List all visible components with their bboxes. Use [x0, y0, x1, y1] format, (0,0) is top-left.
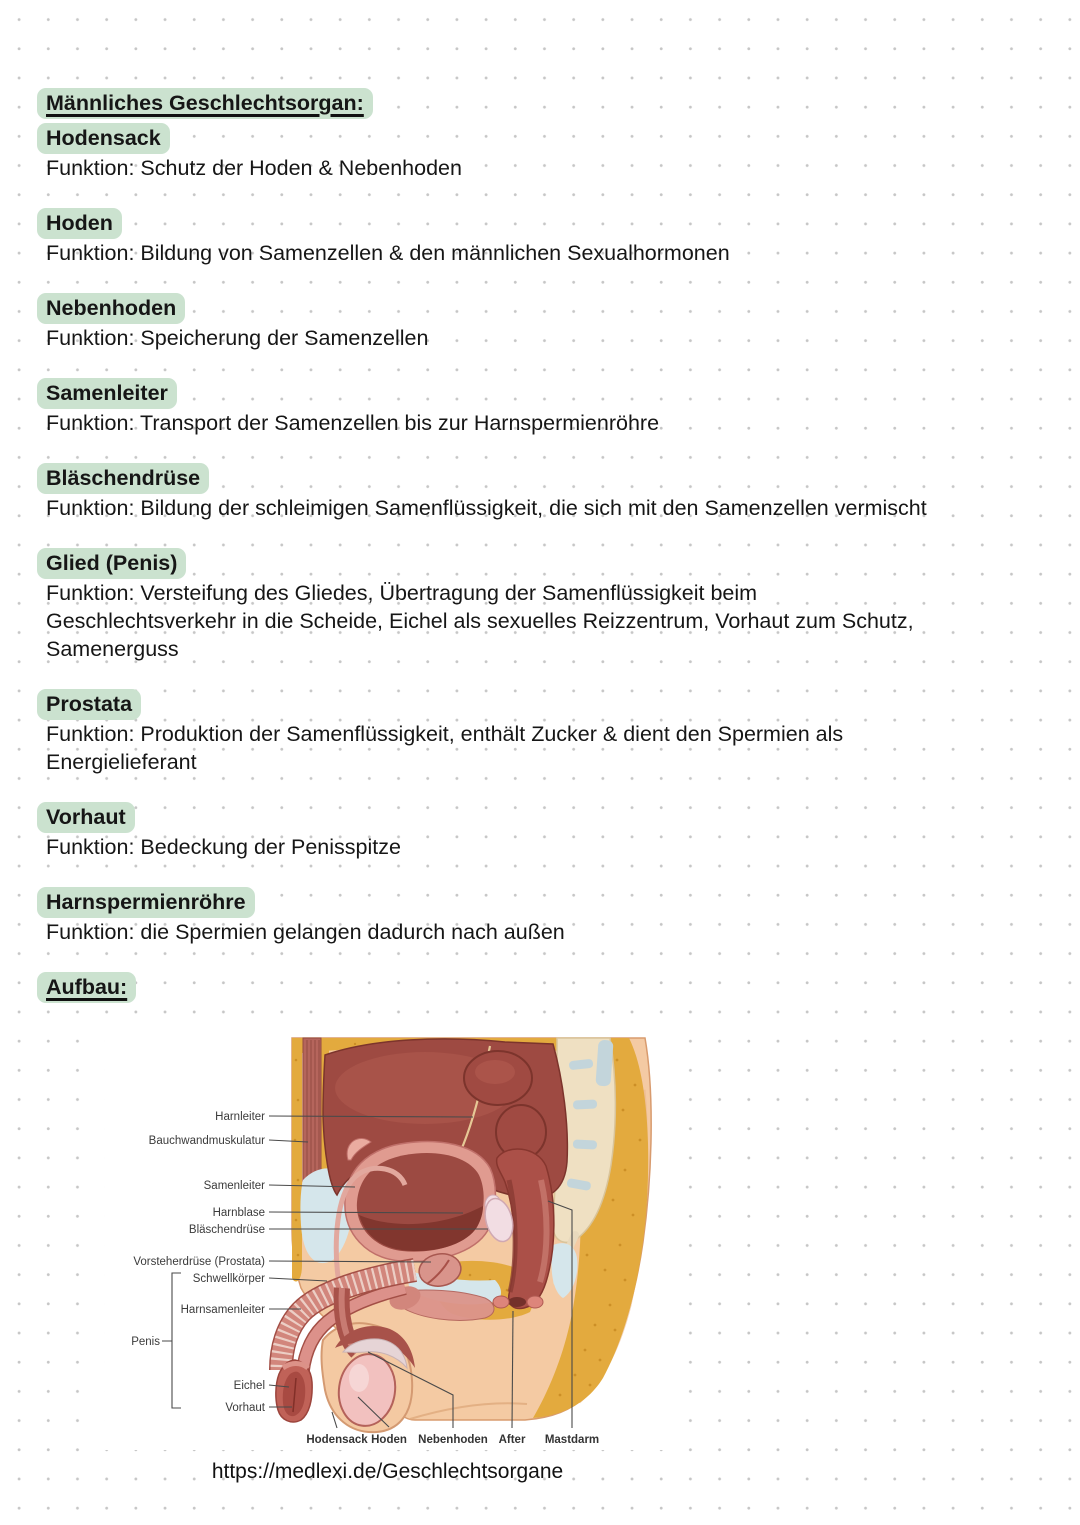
section-heading: Glied (Penis) — [37, 548, 186, 579]
glans-shape — [276, 1360, 312, 1422]
label-harnleiter: Harnleiter — [215, 1111, 265, 1123]
aufbau-heading-row — [46, 972, 930, 1003]
section-glied-penis — [46, 548, 930, 663]
notes-text-column — [46, 88, 930, 1003]
label-blaeschendruese: Bläschendrüse — [188, 1224, 265, 1236]
label-vorhaut: Vorhaut — [225, 1402, 265, 1414]
label-nebenhoden: Nebenhoden — [418, 1434, 488, 1446]
page-title-row — [46, 88, 930, 119]
section-samenleiter — [46, 378, 930, 437]
label-eichel: Eichel — [233, 1380, 265, 1392]
label-samenleiter: Samenleiter — [203, 1180, 265, 1192]
label-schwellkoerper: Schwellkörper — [192, 1273, 265, 1285]
label-hodensack: Hodensack — [306, 1434, 368, 1446]
section-body: Funktion: Speicherung der Samenzellen — [46, 326, 429, 350]
aufbau-heading: Aufbau: — [37, 972, 136, 1003]
section-body: Funktion: die Spermien gelangen dadurch nach außen — [46, 920, 565, 944]
anatomy-diagram — [105, 1030, 670, 1450]
label-harnsamenleiter: Harnsamenleiter — [180, 1304, 265, 1316]
section-body: Funktion: Bedeckung der Penisspitze — [46, 835, 401, 859]
label-mastdarm: Mastdarm — [544, 1434, 600, 1446]
label-penis: Penis — [131, 1336, 160, 1348]
section-heading: Hoden — [37, 208, 122, 239]
section-hoden — [46, 208, 930, 267]
section-body: Funktion: Transport der Samenzellen bis zur Harnspermienröhre — [46, 411, 660, 435]
section-heading: Bläschendrüse — [37, 463, 209, 494]
section-body: Funktion: Produktion der Samenflüssigkeit, enthält Zucker & dient den Spermien als Energielieferant — [46, 722, 844, 774]
section-heading: Prostata — [37, 689, 141, 720]
label-after: After — [498, 1434, 526, 1446]
label-vorsteherdruese: Vorsteherdrüse (Prostata) — [133, 1256, 265, 1268]
section-body: Funktion: Schutz der Hoden & Nebenhoden — [46, 156, 462, 180]
sphincter-right — [527, 1296, 543, 1308]
section-body: Funktion: Bildung von Samenzellen & den männlichen Sexualhormonen — [46, 241, 730, 265]
source-url: https://medlexi.de/Geschlechtsorgane — [211, 1460, 564, 1483]
section-heading: Harnspermienröhre — [37, 887, 255, 918]
section-body: Funktion: Versteifung des Gliedes, Übertragung der Samenflüssigkeit beim Geschlechtsverkehr in die Scheide, Eichel als sexuelles Reizzentrum, Vorhaut zum Schutz, Samenerguss — [46, 581, 914, 661]
label-hoden: Hoden — [371, 1434, 407, 1446]
section-blaeschendruese — [46, 463, 930, 522]
section-heading: Samenleiter — [37, 378, 177, 409]
label-harnblase: Harnblase — [212, 1207, 265, 1219]
label-bauchwandmuskulatur: Bauchwandmuskulatur — [148, 1135, 265, 1147]
section-heading: Hodensack — [37, 123, 170, 154]
section-heading: Vorhaut — [37, 802, 135, 833]
section-hodensack — [46, 123, 930, 182]
anatomy-diagram-svg — [105, 1030, 670, 1450]
section-heading: Nebenhoden — [37, 293, 185, 324]
page-title: Männliches Geschlechtsorgan: — [37, 88, 373, 119]
section-nebenhoden — [46, 293, 930, 352]
anus-opening — [508, 1297, 526, 1307]
sphincter-left — [493, 1296, 509, 1308]
section-prostata — [46, 689, 930, 776]
section-vorhaut — [46, 802, 930, 861]
section-body: Funktion: Bildung der schleimigen Samenflüssigkeit, die sich mit den Samenzellen vermischt — [46, 496, 927, 520]
section-harnspermienroehre — [46, 887, 930, 946]
